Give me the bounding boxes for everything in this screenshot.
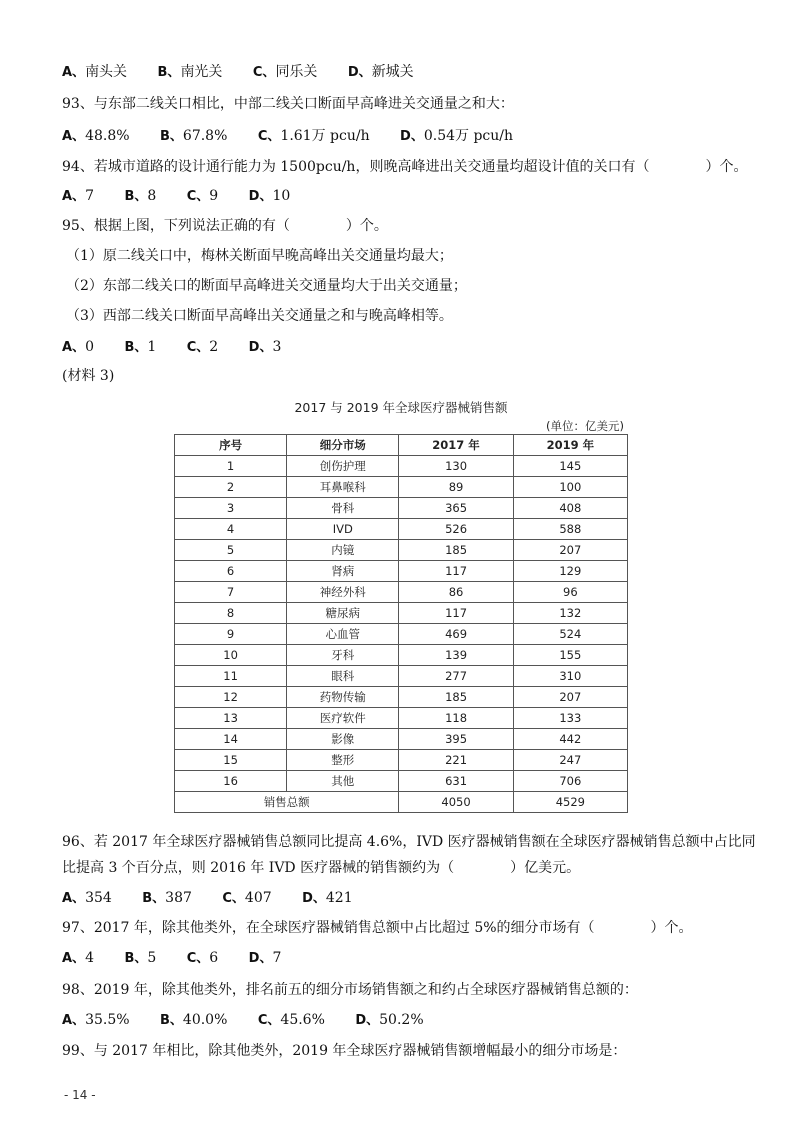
cell-segment: 耳鼻喉科	[287, 477, 399, 498]
cell-value-2017: 117	[399, 603, 513, 624]
q93-option-a: A、48.8%	[62, 128, 130, 144]
cell-index: 11	[175, 666, 287, 687]
q96-option-c: C、407	[222, 890, 272, 906]
q95-option-b: B、1	[124, 339, 157, 355]
cell-segment: 药物传输	[287, 687, 399, 708]
cell-value-2017: 469	[399, 624, 513, 645]
table-body	[175, 456, 628, 792]
cell-value-2019: 310	[513, 666, 627, 687]
table-row	[175, 561, 628, 582]
cell-segment: 糖尿病	[287, 603, 399, 624]
cell-value-2019: 132	[513, 603, 627, 624]
cell-value-2019: 129	[513, 561, 627, 582]
cell-value-2019: 155	[513, 645, 627, 666]
table-row	[175, 750, 628, 771]
q95-statement-3: （3）西部二线关口断面早高峰出关交通量之和与晚高峰相等。	[66, 308, 453, 324]
q92-options	[62, 62, 440, 83]
q97-text: 97、2017 年，除其他类外，在全球医疗器械销售总额中占比超过 5%的细分市场有（ ）个。	[62, 920, 693, 936]
cell-index: 8	[175, 603, 287, 624]
table-row	[175, 771, 628, 792]
header-2017: 2017 年	[399, 435, 513, 456]
table-unit: (单位：亿美元)	[546, 419, 624, 433]
q94-option-d: D、10	[248, 188, 291, 204]
cell-index: 1	[175, 456, 287, 477]
q93-option-b: B、67.8%	[160, 128, 228, 144]
cell-segment: 医疗软件	[287, 708, 399, 729]
cell-value-2019: 145	[513, 456, 627, 477]
cell-index: 6	[175, 561, 287, 582]
cell-index: 15	[175, 750, 287, 771]
q98-option-d: D、50.2%	[355, 1012, 424, 1028]
q95-option-d: D、3	[248, 339, 282, 355]
q92-option-b: B、南光关	[157, 64, 223, 80]
table-row	[175, 645, 628, 666]
cell-value-2017: 185	[399, 540, 513, 561]
cell-value-2017: 526	[399, 519, 513, 540]
cell-segment: 心血管	[287, 624, 399, 645]
cell-value-2019: 247	[513, 750, 627, 771]
cell-value-2017: 277	[399, 666, 513, 687]
cell-value-2019: 207	[513, 687, 627, 708]
cell-segment: 内镜	[287, 540, 399, 561]
cell-index: 14	[175, 729, 287, 750]
q95-option-c: C、2	[186, 339, 219, 355]
q98-option-c: C、45.6%	[257, 1012, 325, 1028]
cell-index: 7	[175, 582, 287, 603]
cell-value-2017: 221	[399, 750, 513, 771]
q96-text-line2: 比提高 3 个百分点，则 2016 年 IVD 医疗器械的销售额约为（ ）亿美元。	[62, 860, 581, 876]
q98-options	[62, 1010, 450, 1031]
q97-option-d: D、7	[248, 950, 282, 966]
total-2017: 4050	[399, 792, 513, 813]
cell-value-2017: 118	[399, 708, 513, 729]
table-row	[175, 687, 628, 708]
header-index: 序号	[175, 435, 287, 456]
cell-segment: 骨科	[287, 498, 399, 519]
cell-segment: 神经外科	[287, 582, 399, 603]
cell-value-2017: 185	[399, 687, 513, 708]
table-row	[175, 498, 628, 519]
cell-value-2017: 86	[399, 582, 513, 603]
q94-options	[62, 186, 316, 207]
q92-option-c: C、同乐关	[252, 64, 318, 80]
table-row	[175, 624, 628, 645]
cell-index: 3	[175, 498, 287, 519]
q93-options	[62, 126, 539, 147]
cell-segment: 肾病	[287, 561, 399, 582]
table-row	[175, 540, 628, 561]
cell-segment: 其他	[287, 771, 399, 792]
q96-option-b: B、387	[142, 890, 192, 906]
table-row	[175, 603, 628, 624]
q94-option-a: A、7	[62, 188, 94, 204]
q95-options	[62, 337, 307, 358]
q97-option-b: B、5	[124, 950, 157, 966]
cell-index: 13	[175, 708, 287, 729]
header-segment: 细分市场	[287, 435, 399, 456]
cell-index: 10	[175, 645, 287, 666]
q98-option-b: B、40.0%	[160, 1012, 228, 1028]
total-label: 销售总额	[175, 792, 399, 813]
q93-text: 93、与东部二线关口相比，中部二线关口断面早高峰进关交通量之和大：	[62, 96, 514, 112]
cell-value-2019: 706	[513, 771, 627, 792]
table-row	[175, 456, 628, 477]
q95-statement-1: （1）原二线关口中，梅林关断面早晚高峰出关交通量均最大；	[66, 248, 453, 264]
q96-text-line1: 96、若 2017 年全球医疗器械销售总额同比提高 4.6%，IVD 医疗器械销售额在全球医疗器械销售总额中占比同	[62, 834, 756, 850]
cell-value-2017: 130	[399, 456, 513, 477]
material-label: (材料 3)	[62, 368, 115, 384]
q98-text: 98、2019 年，除其他类外，排名前五的细分市场销售额之和约占全球医疗器械销售总额的：	[62, 982, 638, 998]
q94-text: 94、若城市道路的设计通行能力为 1500pcu/h，则晚高峰进出关交通量均超设计值的关口有（ ）个。	[62, 159, 748, 175]
cell-value-2017: 395	[399, 729, 513, 750]
cell-value-2019: 96	[513, 582, 627, 603]
cell-index: 12	[175, 687, 287, 708]
cell-segment: IVD	[287, 519, 399, 540]
cell-index: 2	[175, 477, 287, 498]
table-row	[175, 666, 628, 687]
cell-segment: 整形	[287, 750, 399, 771]
cell-value-2019: 100	[513, 477, 627, 498]
table-total-row	[175, 792, 628, 813]
cell-index: 16	[175, 771, 287, 792]
q96-option-d: D、421	[302, 890, 353, 906]
sales-table	[174, 434, 628, 813]
table-row	[175, 708, 628, 729]
table-row	[175, 729, 628, 750]
table-row	[175, 582, 628, 603]
table-row	[175, 519, 628, 540]
q94-option-b: B、8	[124, 188, 157, 204]
cell-value-2017: 117	[399, 561, 513, 582]
cell-value-2017: 365	[399, 498, 513, 519]
q99-text: 99、与 2017 年相比，除其他类外，2019 年全球医疗器械销售额增幅最小的细分市场是：	[62, 1043, 627, 1059]
cell-segment: 牙科	[287, 645, 399, 666]
total-2019: 4529	[513, 792, 627, 813]
cell-value-2017: 139	[399, 645, 513, 666]
q92-option-a: A、南头关	[62, 64, 128, 80]
cell-value-2017: 631	[399, 771, 513, 792]
q94-option-c: C、9	[186, 188, 219, 204]
q92-option-d: D、新城关	[347, 64, 414, 80]
q98-option-a: A、35.5%	[62, 1012, 130, 1028]
cell-index: 4	[175, 519, 287, 540]
q97-option-c: C、6	[186, 950, 219, 966]
q96-option-a: A、354	[62, 890, 112, 906]
cell-segment: 创伤护理	[287, 456, 399, 477]
cell-segment: 眼科	[287, 666, 399, 687]
cell-segment: 影像	[287, 729, 399, 750]
table-title: 2017 与 2019 年全球医疗器械销售额	[294, 400, 508, 415]
q97-option-a: A、4	[62, 950, 94, 966]
cell-value-2019: 207	[513, 540, 627, 561]
cell-value-2019: 442	[513, 729, 627, 750]
q97-options	[62, 948, 307, 969]
cell-index: 9	[175, 624, 287, 645]
cell-value-2019: 524	[513, 624, 627, 645]
q96-options	[62, 888, 379, 909]
cell-value-2019: 408	[513, 498, 627, 519]
q93-option-d: D、0.54万 pcu/h	[400, 128, 514, 144]
cell-index: 5	[175, 540, 287, 561]
table-header-row	[175, 435, 628, 456]
q95-option-a: A、0	[62, 339, 94, 355]
cell-value-2019: 588	[513, 519, 627, 540]
page-number: - 14 -	[64, 1088, 96, 1102]
q95-statement-2: （2）东部二线关口的断面早高峰进关交通量均大于出关交通量；	[66, 278, 467, 294]
table-row	[175, 477, 628, 498]
header-2019: 2019 年	[513, 435, 627, 456]
cell-value-2017: 89	[399, 477, 513, 498]
cell-value-2019: 133	[513, 708, 627, 729]
q93-option-c: C、1.61万 pcu/h	[257, 128, 370, 144]
q95-text: 95、根据上图，下列说法正确的有（ ）个。	[62, 218, 388, 234]
